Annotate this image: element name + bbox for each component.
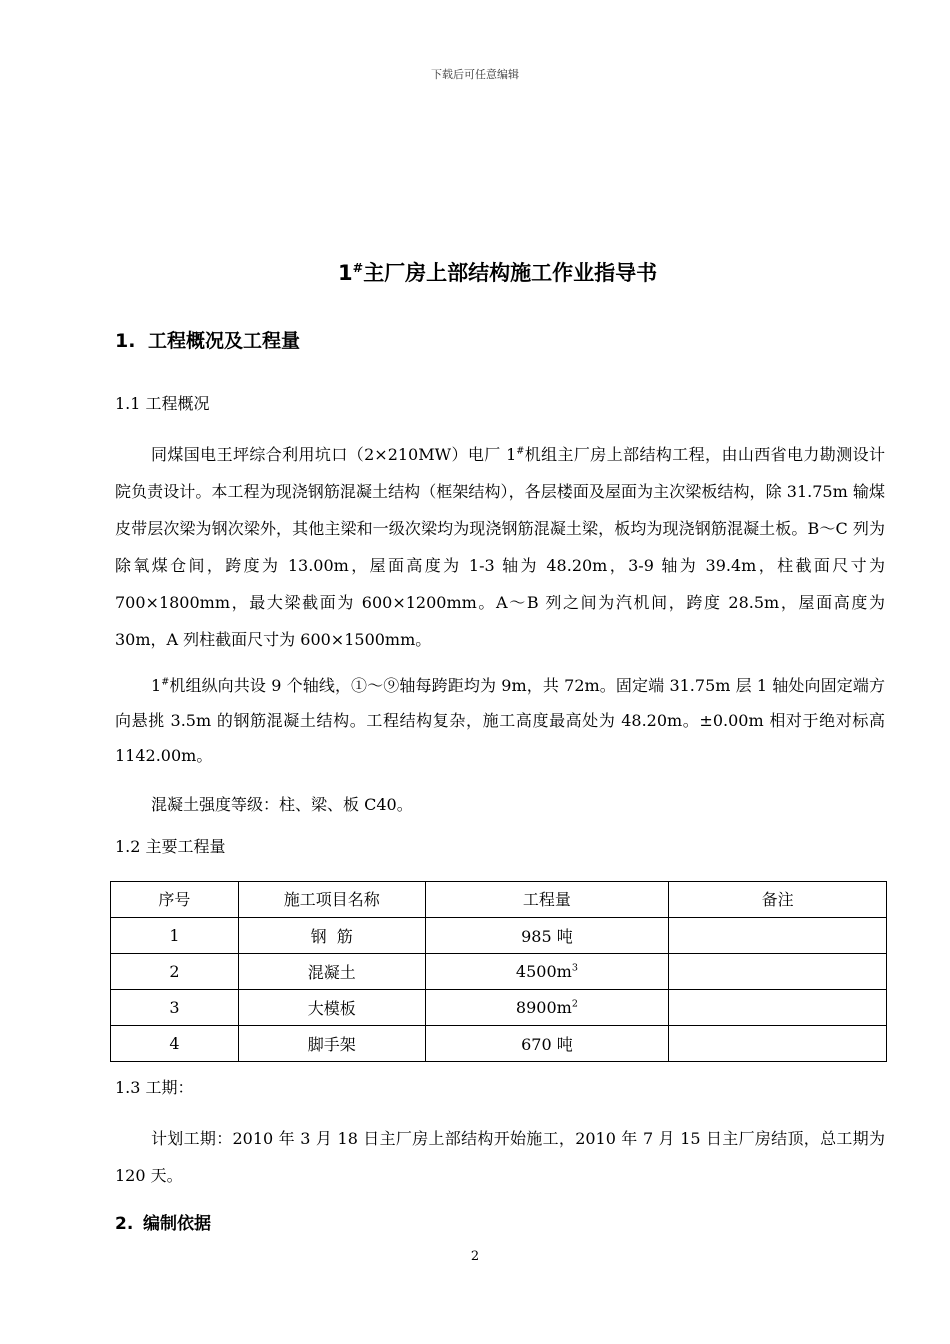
table-row — [111, 1026, 887, 1062]
note-cell — [669, 1026, 887, 1062]
document-title — [338, 257, 657, 287]
subsection-1-2-heading: 1.2 主要工程量 — [115, 837, 226, 856]
quantity-table — [110, 881, 887, 1062]
table-header-cell: 备注 — [669, 882, 887, 918]
table-header-cell: 施工项目名称 — [238, 882, 425, 918]
overview-paragraph: 同煤国电王坪综合利用坑口（2×210MW）电厂 1#机组主厂房上部结构工程，由山西省电力勘测设计院负责设计。本工程为现浇钢筋混凝土结构（框架结构），各层楼面及屋面为主次梁板结构，除 31.75m 输煤皮带层次梁为钢次梁外，其他主梁和一级次梁均为现浇钢筋混凝土梁，板均为现浇钢筋混凝土板。B～C 列为除氧煤仓间，跨度为 13.00m，屋面高度为 1-3 轴为 48.20m，3-9 轴为 39.4m，柱截面尺寸为 700×1800mm，最大梁截面为 600×1200mm。A～B 列之间为汽机间，跨度 28.5m，屋面高度为 30m，A 列柱截面尺寸为 600×1500mm。 — [115, 445, 885, 649]
item-name-cell: 钢 筋 — [238, 918, 425, 954]
table-row — [111, 918, 887, 954]
quantity-cell: $8900m^2$ — [425, 990, 669, 1026]
note-cell — [669, 954, 887, 990]
item-name-cell: 混凝土 — [238, 954, 425, 990]
note-cell — [669, 918, 887, 954]
table-header-cell: 工程量 — [425, 882, 669, 918]
quantity-cell: $4500m^3$ — [425, 954, 669, 990]
item-name-cell: 大模板 — [238, 990, 425, 1026]
quantity-cell: 985 吨 — [425, 918, 669, 954]
section-1-heading — [115, 326, 300, 353]
subsection-1-3-heading: 1.3 工期： — [115, 1078, 194, 1097]
schedule-paragraph: 计划工期：2010 年 3 月 18 日主厂房上部结构开始施工，2010 年 7 月 15 日主厂房结顶，总工期为 120 天。 — [115, 1129, 885, 1185]
title-prefix: 1 — [338, 261, 353, 285]
section-2-number: 2. — [115, 1214, 134, 1234]
concrete-grade-paragraph: 混凝土强度等级：柱、梁、板 C40。 — [151, 795, 413, 814]
table-header-cell: 序号 — [111, 882, 239, 918]
note-cell — [669, 990, 887, 1026]
row-number-cell: 3 — [111, 990, 239, 1026]
table-row — [111, 954, 887, 990]
header-note: 下载后可任意编辑 — [431, 68, 519, 81]
row-number-cell: 1 — [111, 918, 239, 954]
section-2-heading — [115, 1209, 211, 1234]
section-1-title: 工程概况及工程量 — [148, 330, 301, 352]
quantity-cell: 670 吨 — [425, 1026, 669, 1062]
title-superscript: # — [352, 260, 364, 275]
page-number: 2 — [470, 1249, 480, 1264]
item-name-cell: 脚手架 — [238, 1026, 425, 1062]
row-number-cell: 4 — [111, 1026, 239, 1062]
section-1-number: 1. — [115, 330, 136, 352]
axis-paragraph: 1#机组纵向共设 9 个轴线，①～⑨轴每跨距均为 9m，共 72m。固定端 31.75m 层 1 轴处向固定端方向悬挑 3.5m 的钢筋混凝土结构。工程结构复杂，施工高度最高处为 48.20m。±0.00m 相对于绝对标高 1142.00m。 — [115, 676, 885, 765]
table-row — [111, 990, 887, 1026]
section-2-title: 编制依据 — [143, 1214, 211, 1234]
title-text: 主厂房上部结构施工作业指导书 — [363, 261, 658, 285]
table-header-row — [111, 882, 887, 918]
row-number-cell: 2 — [111, 954, 239, 990]
subsection-1-1-heading: 1.1 工程概况 — [115, 394, 210, 413]
